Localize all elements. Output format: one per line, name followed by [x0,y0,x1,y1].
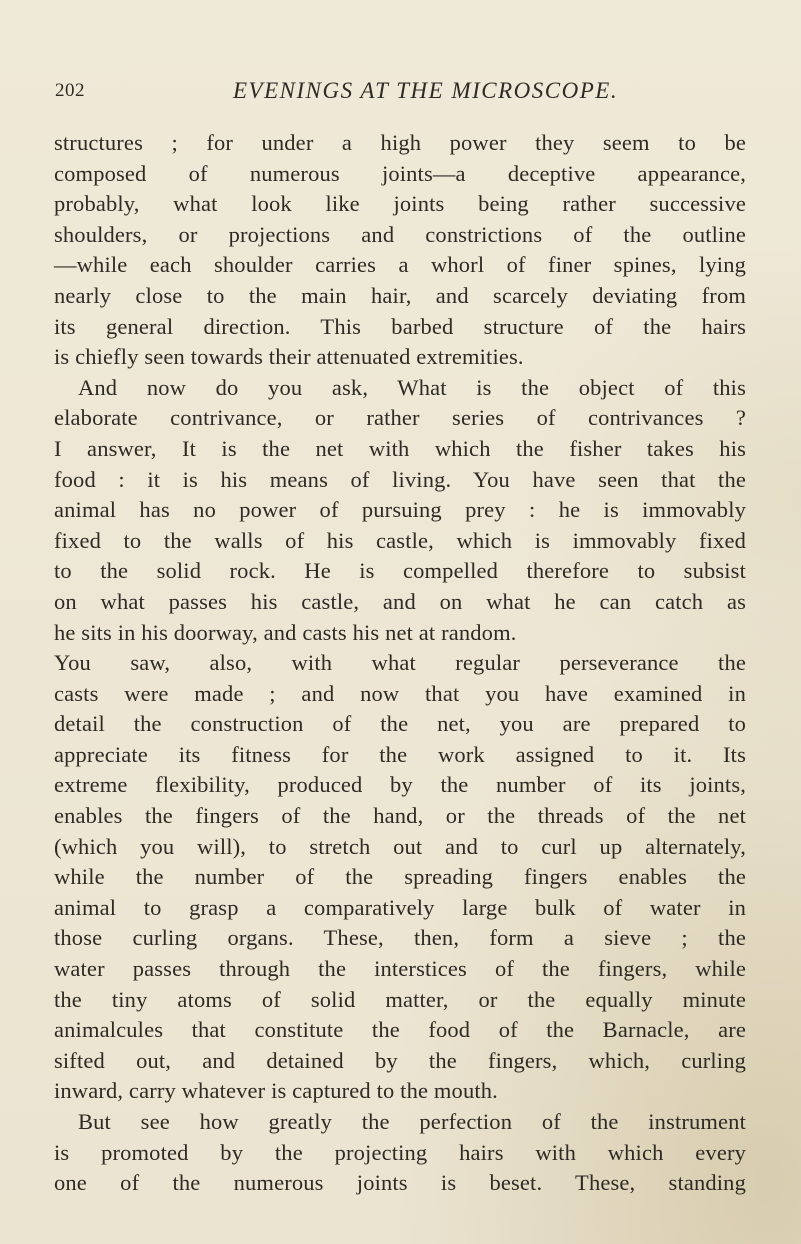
text-line: fixed to the walls of his castle, which is immovably fixed [54,527,746,553]
text-line: —while each shoulder carries a whorl of finer spines, lying [54,252,746,278]
text-line: one of the numerous joints is beset. These, standing [54,1170,746,1196]
text-line: enables the fingers of the hand, or the threads of the net [54,803,746,829]
text-line: on what passes his castle, and on what he can catch as [54,588,746,614]
text-line: elaborate contrivance, or rather series of contrivances ? [54,405,746,431]
text-line: its general direction. This barbed structure of the hairs [54,313,746,339]
text-line: appreciate its fitness for the work assigned to it. Its [54,741,746,767]
text-line: nearly close to the main hair, and scarcely deviating from [54,282,746,308]
text-line: shoulders, or projections and constrictions of the outline [54,221,746,247]
text-line: to the solid rock. He is compelled therefore to subsist [54,558,746,584]
text-line: structures ; for under a high power they seem to be [54,130,746,155]
text-line: is chiefly seen towards their attenuated extremities. [54,344,524,370]
text-line: casts were made ; and now that you have examined in [54,680,746,706]
text-line: inward, carry whatever is captured to the mouth. [54,1078,498,1104]
text-line: is promoted by the projecting hairs with which every [54,1139,746,1165]
text-line: You saw, also, with what regular perseverance the [54,650,746,676]
text-line: But see how greatly the perfection of the instrument [78,1109,746,1134]
text-line: (which you will), to stretch out and to curl up alternately, [54,833,746,859]
text-line: while the number of the spreading fingers enables the [54,864,746,890]
text-line: And now do you ask, What is the object of this [78,374,746,400]
text-line: animal to grasp a comparatively large bulk of water in [54,894,746,920]
text-line: the tiny atoms of solid matter, or the equally minute [54,986,746,1012]
text-line: extreme flexibility, produced by the number of its joints, [54,772,746,798]
text-line: animal has no power of pursuing prey : he is immovably [54,497,746,523]
page-header [0,78,801,108]
text-line: detail the construction of the net, you are prepared to [54,711,746,737]
page-number: 202 [55,80,85,101]
text-line: I answer, It is the net with which the fisher takes his [54,435,746,461]
text-line: water passes through the interstices of the fingers, while [54,956,746,982]
text-line: probably, what look like joints being rather successive [54,191,746,217]
text-line: composed of numerous joints—a deceptive appearance, [54,160,746,186]
running-title: EVENINGS AT THE MICROSCOPE. [233,78,619,103]
text-line: food : it is his means of living. You have seen that the [54,466,746,492]
body-text [54,128,746,1199]
text-line: he sits in his doorway, and casts his net at random. [54,619,517,645]
text-line: those curling organs. These, then, form a sieve ; the [54,925,746,951]
text-line: animalcules that constitute the food of the Barnacle, are [54,1017,746,1043]
text-line: sifted out, and detained by the fingers, which, curling [54,1047,746,1073]
